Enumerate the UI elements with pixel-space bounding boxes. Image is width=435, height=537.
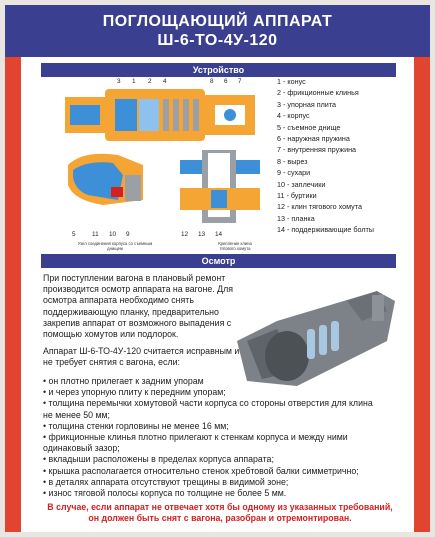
legend: [277, 76, 417, 235]
num-13: 13: [198, 231, 206, 238]
title-line-1: ПОГЛОЩАЮЩИЙ АППАРАТ: [102, 13, 333, 30]
num-11: 11: [92, 231, 99, 238]
bullet-item: • износ тяговой полосы корпуса по толщине не более 5 мм.: [43, 488, 287, 499]
device-illustration: [237, 281, 397, 391]
legend-item: 13 - планка: [277, 213, 315, 223]
num-4: 4: [163, 78, 167, 85]
num-9: 9: [126, 231, 130, 238]
bullet-item: • и через упорную плиту к передним упорам;: [43, 387, 226, 398]
inspection-condition: Аппарат Ш-6-ТО-4У-120 считается исправным и не требует снятия с вагона, если:: [43, 346, 240, 368]
inspection-bullets: [43, 376, 398, 499]
legend-item: 4 - корпус: [277, 111, 310, 121]
section-header-inspection: Осмотр: [41, 254, 396, 268]
num-6: 6: [224, 78, 228, 85]
housing-joint-diagram: [63, 145, 153, 223]
legend-item: 9 - сухари: [277, 168, 311, 178]
inspection-intro: При поступлении вагона в плановый ремонт производится осмотр аппарата на вагоне. Для осмотра аппарата необходимо снять поддерживающую планку, предварительно закрепив аппарат от возможного выпадения с помощью хомутов или подлорок.: [43, 273, 233, 340]
caption-left: Узел соединения корпуса со съемным днищем: [77, 241, 153, 251]
bullet-item: • крышка располагается относительно стенок хребтовой балки симметрично;: [43, 465, 359, 476]
section-header-device: Устройство: [41, 63, 396, 77]
num-8: 8: [210, 78, 214, 85]
yoke-wedge-diagram: [175, 150, 265, 225]
legend-item: 6 - наружная пружина: [277, 133, 350, 143]
legend-item: 1 - конус: [277, 77, 306, 86]
inspection-description: [43, 273, 243, 369]
legend-item: 12 - клин тягового хомута: [277, 202, 362, 212]
legend-item: 3 - упорная плита: [277, 99, 337, 109]
warning-text: В случае, если аппарат не отвечает хотя бы одному из указанных требований, он должен быть снят с вагона, разобран и отремонтирован.: [47, 502, 393, 523]
poster-title: [5, 5, 430, 57]
bullet-item: одинаковый зазор;: [43, 443, 120, 454]
num-10: 10: [109, 231, 117, 238]
num-14: 14: [215, 231, 223, 238]
num-7: 7: [238, 78, 242, 85]
cross-section-diagram: [65, 85, 265, 145]
caption-right: Крепление клина тягового хомута: [218, 241, 252, 251]
bullet-item: • толщина перемычки хомутовой части корпуса со стороны отверстия для клина: [43, 398, 373, 409]
num-12: 12: [181, 231, 189, 238]
legend-item: 2 - фрикционные клинья: [277, 88, 359, 98]
num-3: 3: [117, 78, 121, 85]
left-stripe: [5, 57, 21, 532]
bullet-item: • фрикционные клинья плотно прилегают к стенкам корпуса и между ними: [43, 432, 348, 443]
num-1: 1: [132, 78, 136, 85]
num-5: 5: [72, 231, 76, 238]
bullet-item: • толщина стенки горловины не менее 16 мм;: [43, 420, 229, 431]
legend-item: 14 - поддерживающие болты: [277, 225, 374, 235]
legend-item: 10 - заплечики: [277, 179, 326, 189]
legend-item: 11 - буртики: [277, 190, 317, 200]
bullet-item: • в деталях аппарата отсутствуют трещины в видимой зоне;: [43, 476, 289, 487]
bullet-item: не менее 50 мм;: [43, 409, 110, 420]
num-2: 2: [148, 78, 152, 85]
bullet-item: • он плотно прилегает к задним упорам: [43, 376, 204, 386]
legend-item: 8 - вырез: [277, 156, 308, 166]
bullet-item: • вкладыши расположены в пределах корпуса аппарата;: [43, 454, 274, 465]
legend-item: 7 - внутренняя пружина: [277, 145, 357, 155]
title-line-2: Ш-6-ТО-4У-120: [157, 32, 278, 49]
legend-item: 5 - съемное днище: [277, 122, 341, 132]
